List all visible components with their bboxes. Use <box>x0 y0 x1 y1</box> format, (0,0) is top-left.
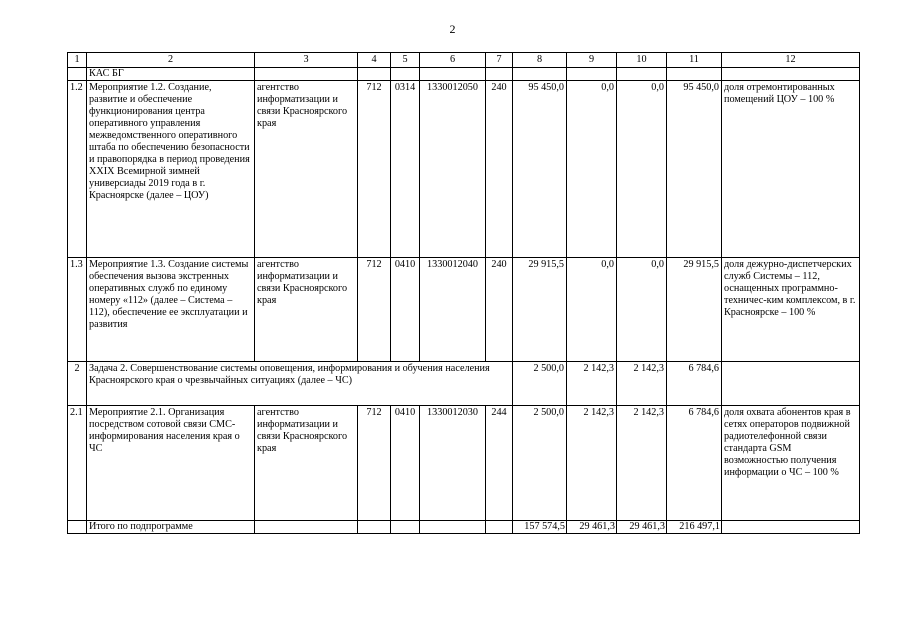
csr-code: 1330012040 <box>420 258 486 362</box>
grbs-code: 712 <box>358 406 391 521</box>
amount-2018: 95 450,0 <box>513 81 567 258</box>
csr-code: 1330012050 <box>420 81 486 258</box>
total-label: Итого по подпрограмме <box>87 521 255 534</box>
amount-2018: 2 500,0 <box>513 406 567 521</box>
col-number: 8 <box>513 53 567 68</box>
col-number: 5 <box>391 53 420 68</box>
col-number: 10 <box>617 53 667 68</box>
amount-2020: 2 142,3 <box>617 406 667 521</box>
agency: агентство информатизации и связи Красноярского края <box>255 81 358 258</box>
continuation-text: КАС БГ <box>87 68 255 81</box>
program-table <box>67 52 860 534</box>
amount-2020: 29 461,3 <box>617 521 667 534</box>
task-name: Задача 2. Совершенствование системы оповещения, информирования и обучения населения Красноярского края о чрезвычайных ситуациях (далее – ЧС) <box>87 362 513 406</box>
col-number: 6 <box>420 53 486 68</box>
measure-name: Мероприятие 1.2. Создание, развитие и обеспечение функционирования центра оперативного управления межведомственного оперативного штаба по обеспечению безопасности и правопорядка в период проведения XXIX Всемирной зимней универсиады 2019 года в г. Красноярске (далее – ЦОУ) <box>87 81 255 258</box>
agency: агентство информатизации и связи Красноярского края <box>255 258 358 362</box>
expected-result: доля отремонтированных помещений ЦОУ – 100 % <box>722 81 860 258</box>
amount-2018: 29 915,5 <box>513 258 567 362</box>
row-number: 2.1 <box>68 406 87 521</box>
expected-result: доля дежурно-диспетчерских служб Системы – 112, оснащенных программно-техничес-ким комплексом, в г. Красноярске – 100 % <box>722 258 860 362</box>
amount-total: 29 915,5 <box>667 258 722 362</box>
amount-2018: 2 500,0 <box>513 362 567 406</box>
amount-2020: 0,0 <box>617 81 667 258</box>
amount-2020: 0,0 <box>617 258 667 362</box>
col-number: 9 <box>567 53 617 68</box>
amount-2020: 2 142,3 <box>617 362 667 406</box>
amount-2019: 2 142,3 <box>567 362 617 406</box>
row-number: 1.3 <box>68 258 87 362</box>
rzpr-code: 0410 <box>391 406 420 521</box>
col-number: 2 <box>87 53 255 68</box>
column-number-row <box>68 53 860 68</box>
amount-total: 95 450,0 <box>667 81 722 258</box>
rzpr-code: 0410 <box>391 258 420 362</box>
amount-total: 6 784,6 <box>667 406 722 521</box>
col-number: 1 <box>68 53 87 68</box>
row-number: 2 <box>68 362 87 406</box>
col-number: 12 <box>722 53 860 68</box>
row-number: 1.2 <box>68 81 87 258</box>
amount-2019: 0,0 <box>567 81 617 258</box>
page-number: 2 <box>449 22 456 36</box>
amount-2019: 0,0 <box>567 258 617 362</box>
table-row <box>68 258 860 362</box>
measure-name: Мероприятие 2.1. Организация посредством сотовой связи СМС-информирования населения края о ЧС <box>87 406 255 521</box>
vr-code: 240 <box>486 258 513 362</box>
continuation-row <box>68 68 860 81</box>
grbs-code: 712 <box>358 81 391 258</box>
amount-2019: 29 461,3 <box>567 521 617 534</box>
total-row <box>68 521 860 534</box>
amount-total: 6 784,6 <box>667 362 722 406</box>
agency: агентство информатизации и связи Красноярского края <box>255 406 358 521</box>
amount-2019: 2 142,3 <box>567 406 617 521</box>
vr-code: 244 <box>486 406 513 521</box>
task-row <box>68 362 860 406</box>
col-number: 3 <box>255 53 358 68</box>
col-number: 4 <box>358 53 391 68</box>
amount-total: 216 497,1 <box>667 521 722 534</box>
table-row <box>68 81 860 258</box>
vr-code: 240 <box>486 81 513 258</box>
csr-code: 1330012030 <box>420 406 486 521</box>
rzpr-code: 0314 <box>391 81 420 258</box>
table-row <box>68 406 860 521</box>
col-number: 11 <box>667 53 722 68</box>
expected-result: доля охвата абонентов края в сетях операторов подвижной радиотелефонной связи стандарта GSM возможностью получения информации о ЧС – 100 % <box>722 406 860 521</box>
amount-2018: 157 574,5 <box>513 521 567 534</box>
grbs-code: 712 <box>358 258 391 362</box>
measure-name: Мероприятие 1.3. Создание системы обеспечения вызова экстренных оперативных служб по единому номеру «112» (далее – Система – 112), обеспечение ее эксплуатации и развития <box>87 258 255 362</box>
col-number: 7 <box>486 53 513 68</box>
